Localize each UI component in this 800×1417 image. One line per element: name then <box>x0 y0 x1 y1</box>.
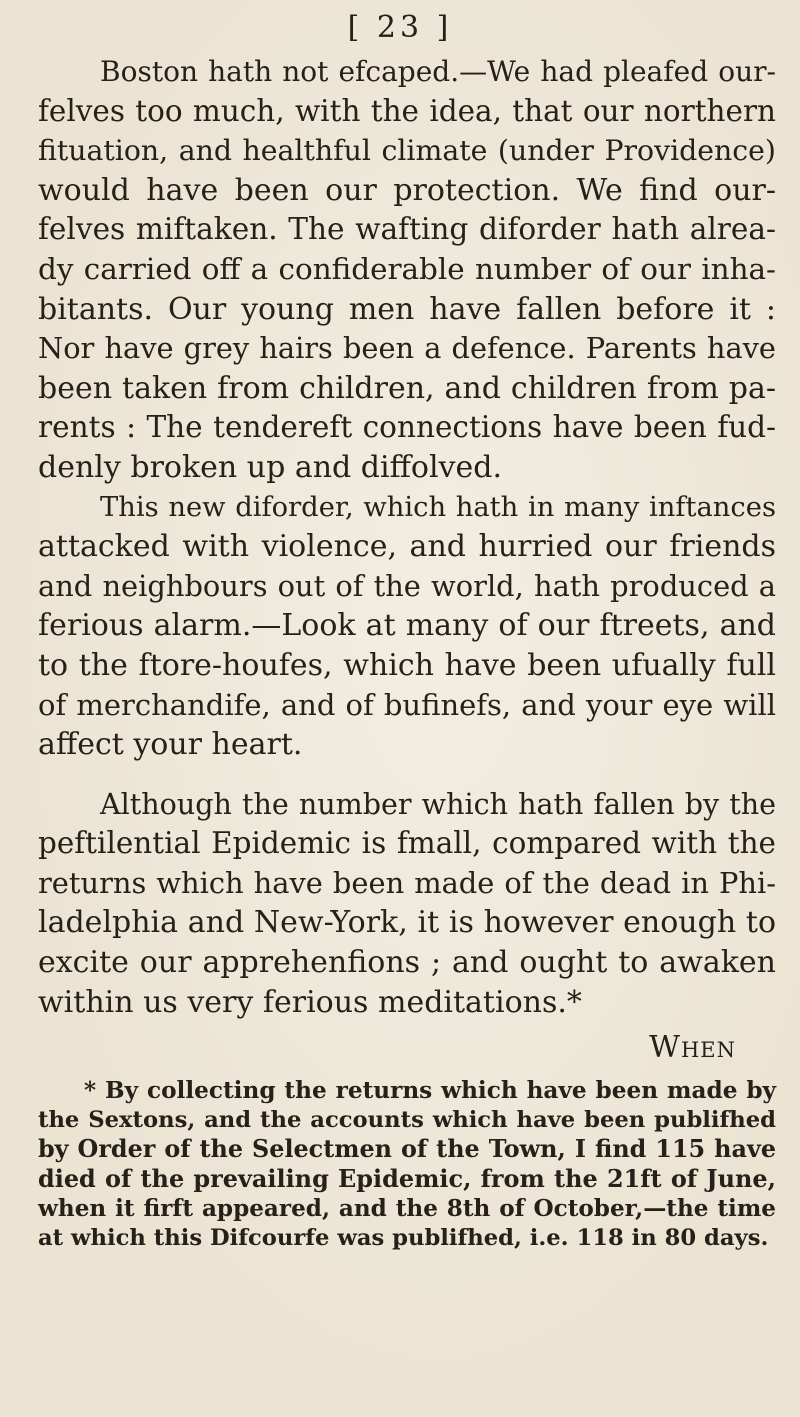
page-number: [ 23 ] <box>347 10 453 45</box>
text-line: dy carried off a confiderable number of our inha- <box>38 251 776 286</box>
text-line: returns which have been made of the dead in Phi- <box>38 865 776 900</box>
text-line: affect your heart. <box>38 727 303 763</box>
footnote-line: when it firft appeared, and the 8th of October,—the time <box>38 1195 776 1223</box>
text-line: been taken from children, and children from pa- <box>38 370 776 406</box>
text-line: ferious alarm.—Look at many of our ftreets, and <box>38 608 776 644</box>
paragraph <box>38 488 776 765</box>
paragraph <box>38 785 776 1023</box>
text-line: bitants. Our young men have fallen before it : <box>38 291 776 327</box>
text-line: within us very ferious meditations.* <box>38 984 582 1020</box>
catchword: When <box>649 1030 736 1066</box>
text-line: denly broken up and diffolved. <box>38 449 502 485</box>
text-line: ladelphia and New-York, it is however enough to <box>38 905 776 941</box>
paragraph <box>38 52 776 488</box>
body-text <box>38 52 776 1253</box>
paragraph-gap <box>38 765 776 785</box>
text-line: rents : The tendereft connections have been fud- <box>38 410 776 445</box>
text-line: felves too much, with the idea, that our northern <box>38 93 776 128</box>
text-line: Nor have grey hairs been a defence. Parents have <box>38 331 776 366</box>
text-line: peftilential Epidemic is fmall, compared with the <box>38 826 776 861</box>
text-line: Boston hath not efcaped.—We had pleafed our- <box>100 55 776 88</box>
text-line: fituation, and healthful climate (under Providence) <box>38 134 776 168</box>
footnote-line: at which this Difcourfe was publifhed, i.e. 118 in 80 days. <box>38 1224 769 1251</box>
text-line: and neighbours out of the world, hath produced a <box>38 568 776 603</box>
text-line: felves miftaken. The wafting diforder hath alrea- <box>38 212 776 247</box>
text-line: attacked with violence, and hurried our friends <box>38 529 776 565</box>
footnote-line: died of the prevailing Epidemic, from the 21ft of June, <box>38 1164 776 1193</box>
text-line: would have been our protection. We find our- <box>38 172 776 208</box>
text-line: to the ftore-houfes, which have been ufually full <box>38 647 776 683</box>
text-line: of merchandife, and of bufinefs, and your eye will <box>38 687 776 722</box>
text-line: excite our apprehenfions ; and ought to awaken <box>38 945 776 981</box>
text-line: This new diforder, which hath in many inftances <box>100 491 776 523</box>
footnote <box>38 1076 776 1253</box>
footnote-line: * By collecting the returns which have been made by <box>84 1077 776 1105</box>
footnote-line: the Sextons, and the accounts which have been publifhed <box>38 1106 776 1133</box>
footnote-line: by Order of the Selectmen of the Town, I find 115 have <box>38 1135 776 1164</box>
text-line: Although the number which hath fallen by the <box>100 786 776 821</box>
